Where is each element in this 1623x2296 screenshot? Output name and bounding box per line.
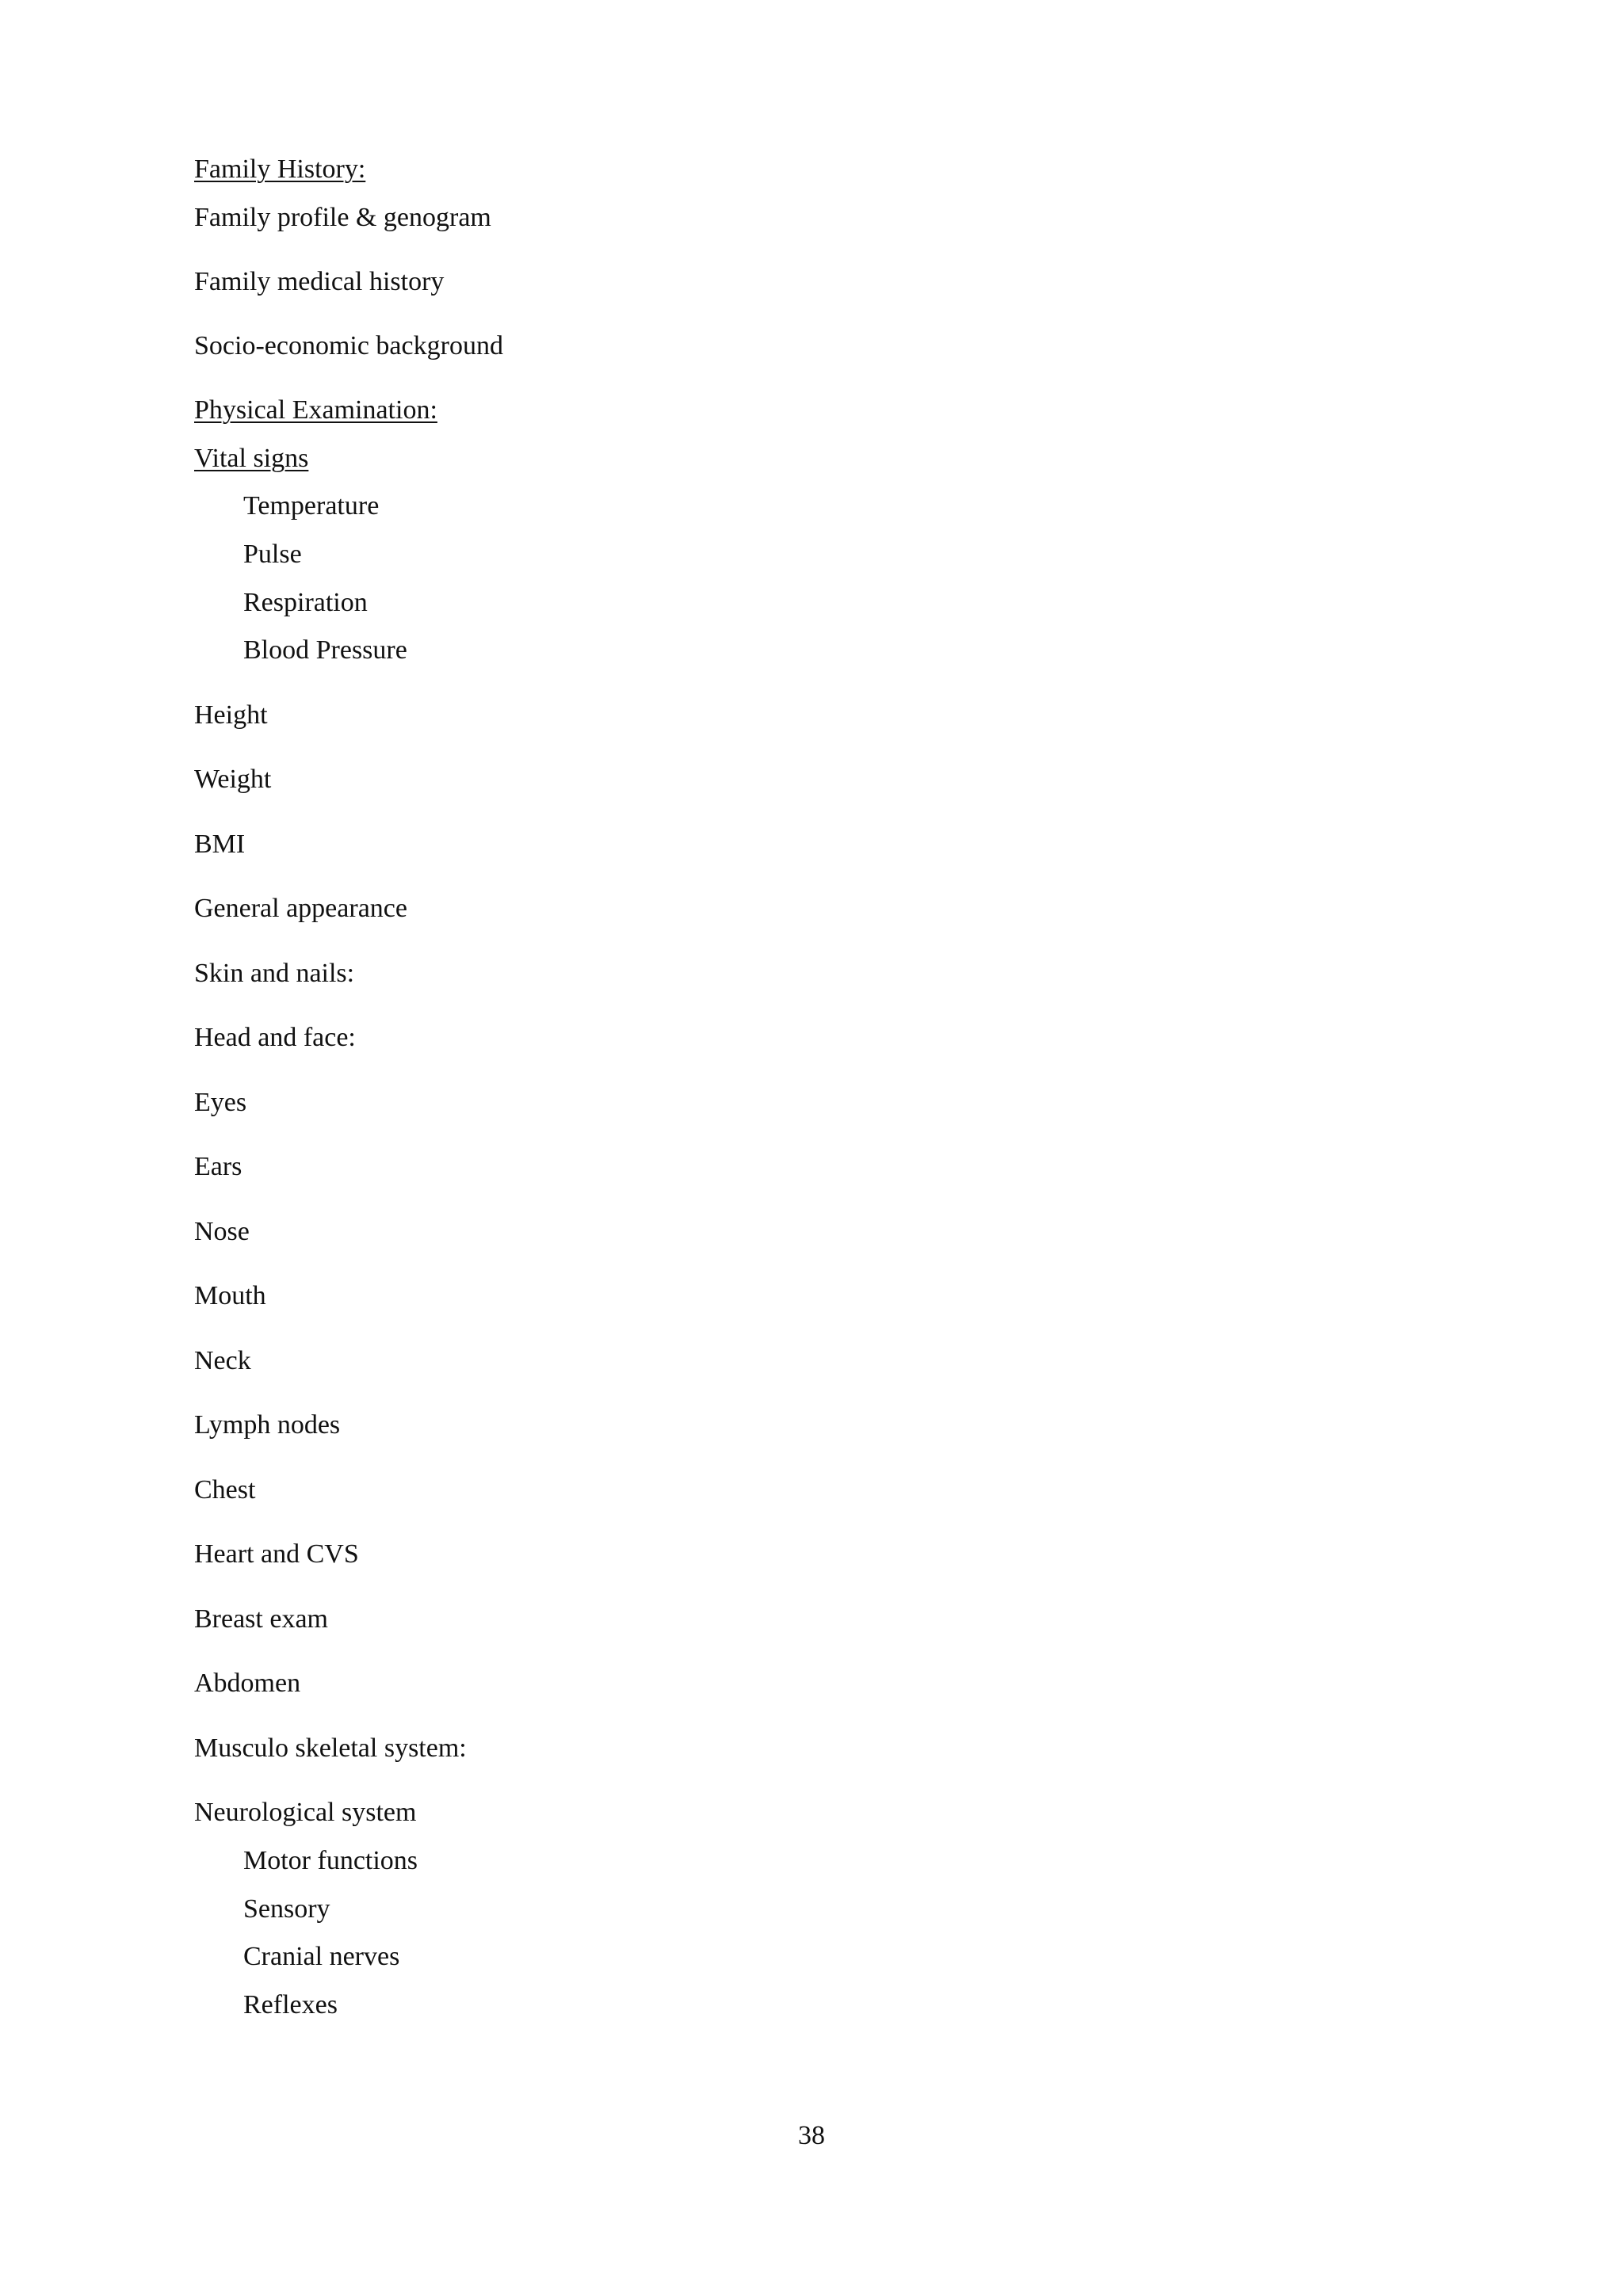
exam-item: Mouth (194, 1281, 266, 1310)
exam-item: Skin and nails: (194, 959, 355, 988)
exam-item: Lymph nodes (194, 1410, 341, 1440)
exam-item: Chest (194, 1475, 256, 1505)
vital-sign-item: Blood Pressure (243, 635, 407, 665)
vital-sign-item: Pulse (243, 540, 302, 569)
exam-item: General appearance (194, 894, 407, 923)
exam-item: Head and face: (194, 1023, 356, 1052)
family-history-item: Socio-economic background (194, 331, 503, 360)
exam-item: Weight (194, 765, 272, 794)
family-history-heading: Family History: (194, 154, 366, 184)
physical-examination-heading: Physical Examination: (194, 395, 437, 425)
vital-sign-item: Respiration (243, 588, 368, 617)
exam-item: Neck (194, 1346, 251, 1375)
neurological-item: Motor functions (243, 1846, 418, 1875)
family-history-item: Family medical history (194, 267, 445, 296)
exam-item: Heart and CVS (194, 1539, 359, 1569)
exam-item: Nose (194, 1217, 250, 1246)
neurological-item: Reflexes (243, 1990, 338, 2019)
family-history-item: Family profile & genogram (194, 203, 491, 232)
exam-item: Abdomen (194, 1669, 301, 1698)
neurological-item: Cranial nerves (243, 1942, 400, 1971)
exam-item: BMI (194, 830, 246, 859)
exam-item: Ears (194, 1152, 242, 1181)
exam-item: Musculo skeletal system: (194, 1733, 467, 1763)
neurological-heading: Neurological system (194, 1798, 417, 1827)
exam-item: Eyes (194, 1088, 247, 1117)
page-number: 38 (798, 2121, 825, 2150)
neurological-item: Sensory (243, 1894, 330, 1924)
exam-item: Breast exam (194, 1604, 328, 1634)
exam-item: Height (194, 700, 268, 730)
vital-sign-item: Temperature (243, 491, 380, 521)
vital-signs-heading: Vital signs (194, 444, 309, 473)
